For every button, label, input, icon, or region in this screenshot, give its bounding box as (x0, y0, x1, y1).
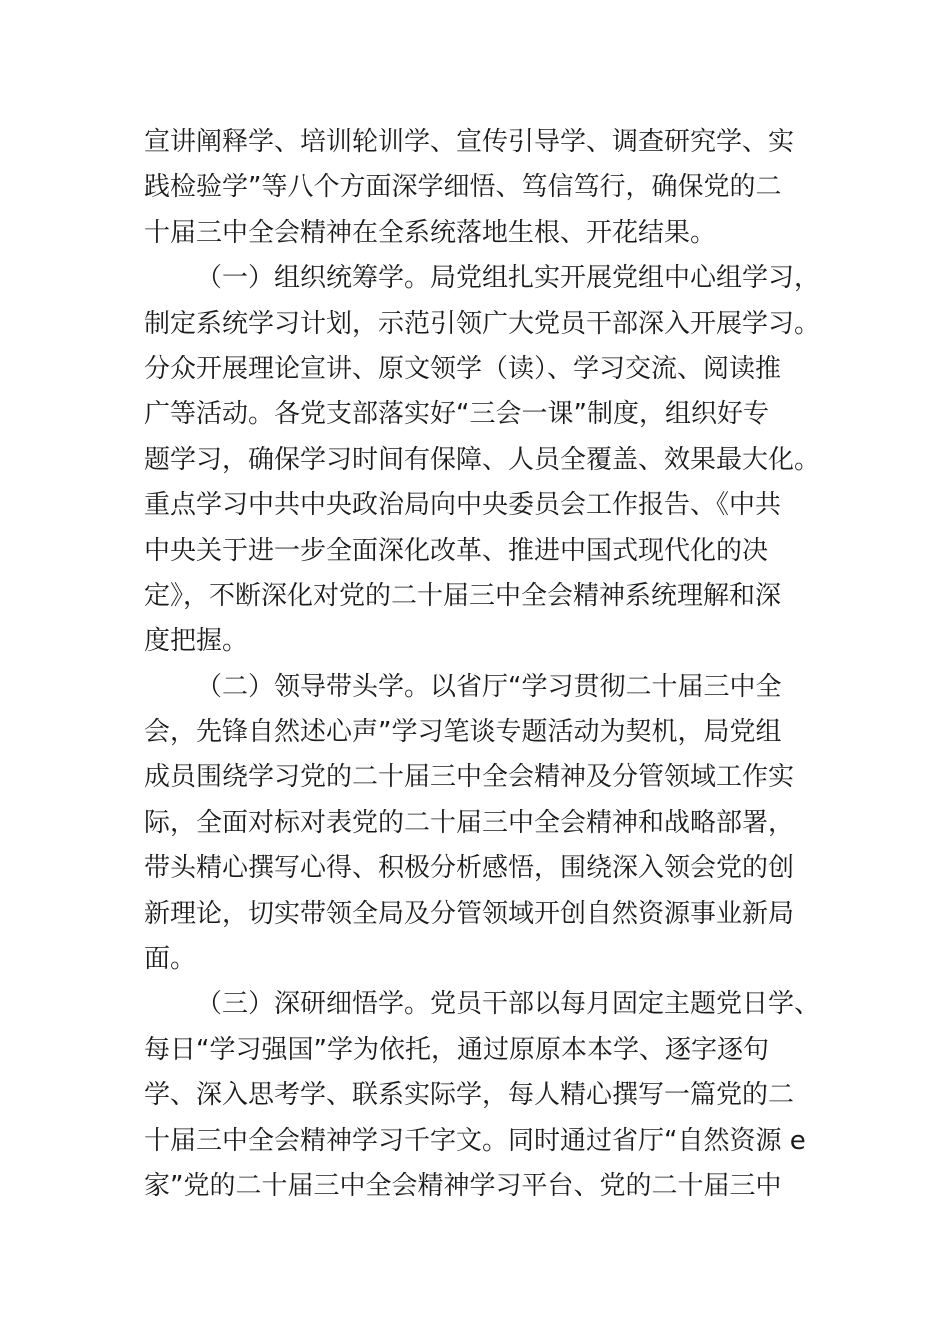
text-line-21: 每日“学习强国”学为依托，通过原原本本学、逐字逐句 (144, 1034, 769, 1065)
text-line-23: 十届三中全会精神学习千字文。同时通过省厅“自然资源 e (144, 1125, 806, 1156)
text-line-14: 会，先锋自然述心声”学习笔谈专题活动为契机，局党组 (144, 717, 782, 748)
text-line-16: 际，全面对标对表党的二十届三中全会精神和战略部署， (144, 807, 795, 838)
text-line-19: 面。 (144, 944, 197, 975)
text-line-5: 制定系统学习计划，示范引领广大党员干部深入开展学习。 (144, 308, 821, 339)
text-line-10: 中央关于进一步全面深化改革、推进中国式现代化的决 (144, 535, 769, 566)
text-line-4-section-1-heading: （一）组织统筹学。局党组扎实开展党组中心组学习， (196, 263, 821, 294)
text-line-2: 践检验学”等八个方面深学细悟、笃信笃行，确保党的二 (144, 172, 782, 203)
text-line-13-section-2-heading: （二）领导带头学。以省厅“学习贯彻二十届三中全 (196, 671, 782, 702)
text-line-11: 定》，不断深化对党的二十届三中全会精神系统理解和深 (144, 580, 782, 611)
text-line-8: 题学习，确保学习时间有保障、人员全覆盖、效果最大化。 (144, 444, 821, 475)
text-line-20-section-3-heading: （三）深研细悟学。党员干部以每月固定主题党日学、 (196, 989, 821, 1020)
text-line-18: 新理论，切实带领全局及分管领域开创自然资源事业新局 (144, 898, 795, 929)
text-line-1: 宣讲阐释学、培训轮训学、宣传引导学、调查研究学、实 (144, 127, 795, 157)
text-line-7: 广等活动。各党支部落实好“三会一课”制度，组织好专 (144, 399, 769, 430)
text-line-15: 成员围绕学习党的二十届三中全会精神及分管领域工作实 (144, 762, 795, 793)
text-line-17: 带头精心撰写心得、积极分析感悟，围绕深入领会党的创 (144, 853, 795, 884)
text-line-6: 分众开展理论宣讲、原文领学（读）、学习交流、阅读推 (144, 353, 782, 384)
text-line-22: 学、深入思考学、联系实际学，每人精心撰写一篇党的二 (144, 1080, 795, 1111)
text-line-3: 十届三中全会精神在全系统落地生根、开花结果。 (144, 217, 717, 248)
text-line-24: 家”党的二十届三中全会精神学习平台、党的二十届三中 (144, 1170, 782, 1201)
text-line-9: 重点学习中共中央政治局向中央委员会工作报告、《中共 (144, 490, 782, 521)
text-line-12: 度把握。 (144, 626, 249, 657)
document-body (144, 120, 821, 1209)
